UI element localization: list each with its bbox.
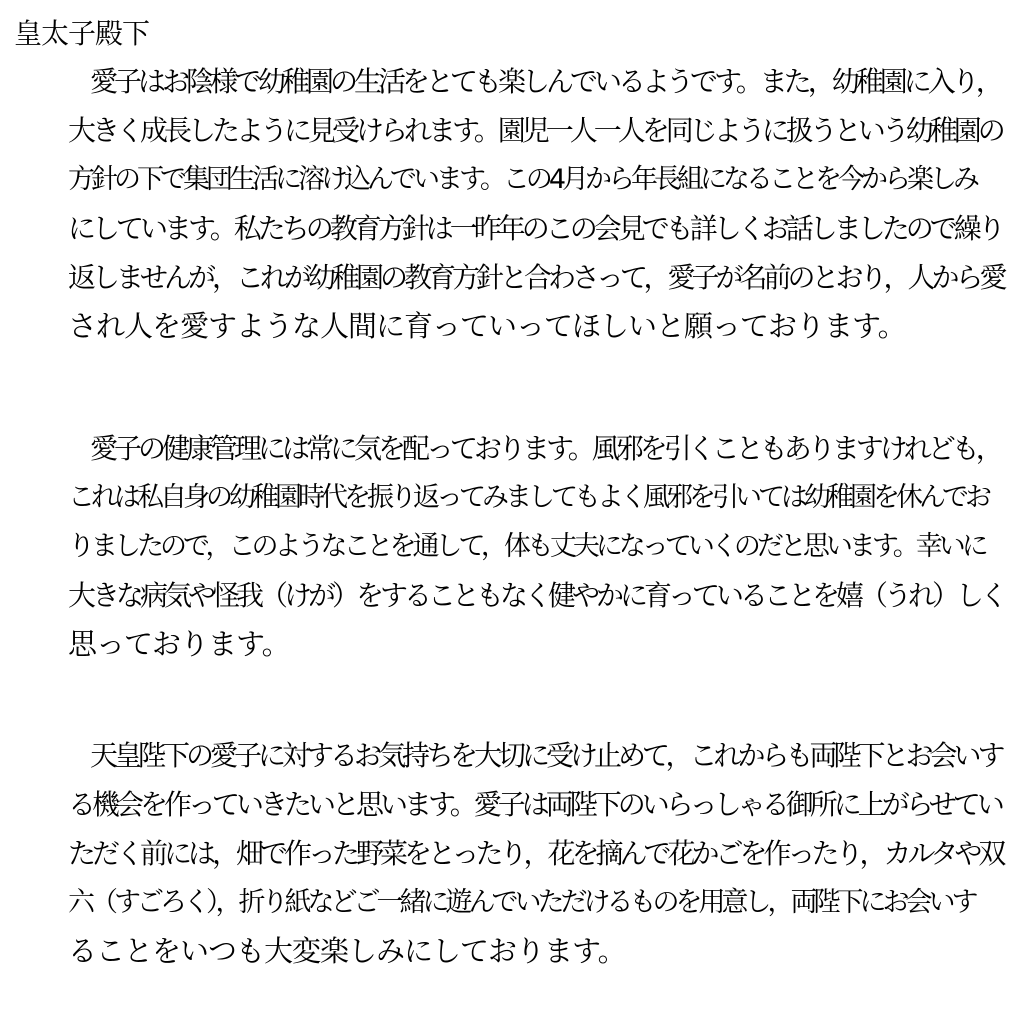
text-line: 愛子はお陰様で幼稚園の生活をとても楽しんでいるようです。また，幼稚園に入り， <box>90 65 1000 98</box>
text-line: 天皇陛下の愛子に対するお気持ちを大切に受け止めて，これからも両陛下とお会いす <box>90 739 1002 772</box>
paragraph-3 <box>68 731 1012 976</box>
text-line: 思っております。 <box>68 627 290 661</box>
text-line: 方針の下で集団生活に溶け込んでいます。この4月から年長組になることを今から楽しみ <box>68 164 977 195</box>
text-line: りましたので，このようなことを通して，体も丈夫になっていくのだと思います。幸いに <box>68 531 985 562</box>
text-line: ただく前には，畑で作った野菜をとったり，花を摘んで花かごを作ったり，カルタや双 <box>68 837 1003 870</box>
text-line: る機会を作っていきたいと思います。愛子は両陛下のいらっしゃる御所に上がらせてい <box>68 788 1001 821</box>
text-line: 愛子の健康管理には常に気を配っております。風邪を引くこともありますけれども， <box>90 432 1000 465</box>
speaker-label: 皇太子殿下 <box>14 17 150 50</box>
text-line: ることをいつも大変楽しみにしております。 <box>68 934 626 968</box>
text-line: 返しませんが，これが幼稚園の教育方針と合わさって，愛子が名前のとおり，人から愛 <box>68 261 1004 294</box>
text-line: にしています。私たちの教育方針は一昨年のこの会見でも詳しくお話しましたので繰り <box>68 212 1002 245</box>
text-line: これは私自身の幼稚園時代を振り返ってみましてもよく風邪を引いては幼稚園を休んでお <box>68 482 988 513</box>
text-line: 大きな病気や怪我（けが）をすることもなく健やかに育っていることを嬉（うれ）しく <box>68 579 1005 612</box>
text-line: され人を愛すような人間に育っていってほしいと願っております。 <box>68 309 906 343</box>
paragraph-1 <box>68 57 1012 351</box>
text-line: 六（すごろく），折り紙などご一緒に遊んでいただけるものを用意し，両陛下にお会いす <box>68 887 975 918</box>
text-line: 大きく成長したように見受けられます。園児一人一人を同じように扱うという幼稚園の <box>68 114 1002 147</box>
paragraph-2 <box>68 424 1012 669</box>
